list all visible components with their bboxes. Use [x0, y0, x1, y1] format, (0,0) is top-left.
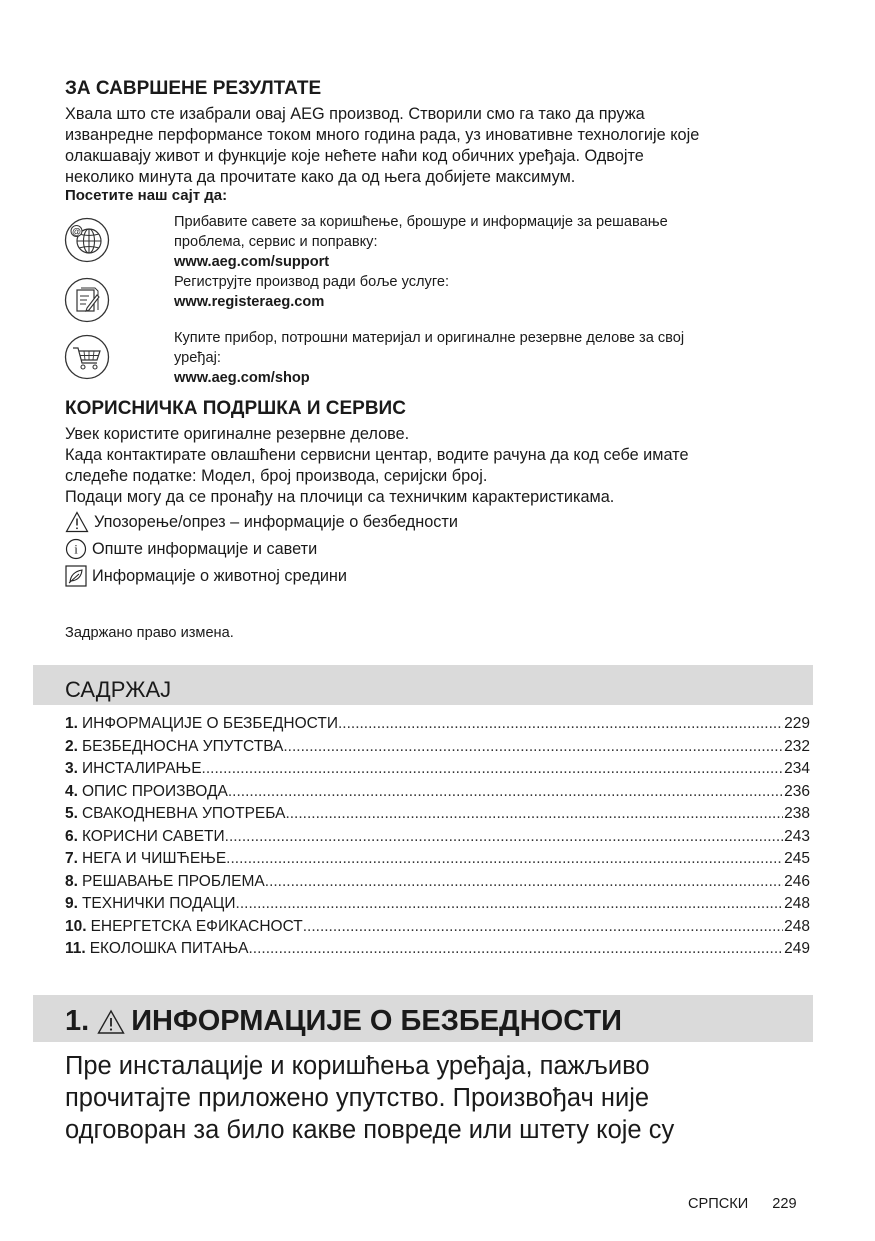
visit-site-label: Посетите наш сајт да:	[65, 187, 228, 204]
register-link[interactable]: www.registeraeg.com	[174, 294, 325, 310]
svg-text:@: @	[72, 226, 81, 237]
intro-line: изванредне перформансе током много година рада, уз иновативне технологије које	[65, 126, 700, 144]
chapter-intro-line: Пре инсталације и коришћења уређаја, пажљиво	[65, 1052, 650, 1080]
toc-item[interactable]: 10. ЕНЕРГЕТСКА ЕФИКАСНОСТ ..... 248	[65, 918, 810, 941]
chapter-number: 1.	[65, 1005, 90, 1037]
intro-line: Хвала што сте изабрали овај AEG производ. Створили смо га тако да пружа	[65, 105, 645, 123]
visit-item-text: Региструјте производ ради боље услуге:	[174, 274, 450, 290]
toc-item[interactable]: 3. ИНСТАЛИРАЊЕ ..... 234	[65, 760, 810, 783]
visit-item-text: Прибавите савете за коришћење, брошуре и информације за решавање	[174, 214, 668, 230]
chapter-title	[65, 1005, 622, 1038]
toc-item[interactable]: 5. СВАКОДНЕВНА УПОТРЕБА ..... 238	[65, 805, 810, 828]
shop-link[interactable]: www.aeg.com/shop	[174, 370, 310, 386]
toc-item[interactable]: 1. ИНФОРМАЦИЈЕ О БЕЗБЕДНОСТИ ..... 229	[65, 715, 810, 738]
toc-item[interactable]: 8. РЕШАВАЊЕ ПРОБЛЕМА ..... 246	[65, 873, 810, 896]
chapter-intro-line: прочитајте приложено упутство. Произвођач није	[65, 1084, 650, 1112]
intro-line: неколико минута да прочитате како да од њега добијете максимум.	[65, 168, 576, 186]
support-line: следеће податке: Модел, број производа, серијски број.	[65, 467, 488, 485]
visit-item-text: Купите прибор, потрошни материјал и оригиналне резервне делове за свој	[174, 330, 685, 346]
warning-triangle-icon	[65, 511, 89, 533]
chapter-intro-line: одговоран за било какве повреде или штету које су	[65, 1116, 675, 1144]
toc-item[interactable]: 2. БЕЗБЕДНОСНА УПУТСТВА ..... 232	[65, 738, 810, 761]
support-paragraph	[65, 424, 825, 508]
section-title-perfect-results: ЗА САВРШЕНЕ РЕЗУЛТАТЕ	[65, 78, 322, 99]
legend-text: Информације о животној средини	[92, 566, 348, 585]
register-document-icon	[64, 277, 110, 323]
legend-text: Упозорење/опрез – информације о безбедности	[94, 512, 458, 531]
warning-triangle-icon	[97, 1009, 125, 1035]
svg-text:i: i	[74, 541, 78, 557]
toc-item[interactable]: 7. НЕГА И ЧИШЋЕЊЕ ..... 245	[65, 850, 810, 873]
intro-line: олакшавају живот и функције које нећете наћи код обичних уређаја. Одвојте	[65, 147, 644, 165]
chapter-intro	[65, 1050, 825, 1146]
visit-item-text: проблема, сервис и поправку:	[174, 234, 378, 250]
toc-item[interactable]: 6. КОРИСНИ САВЕТИ ..... 243	[65, 828, 810, 851]
rights-reserved-note: Задржано право измена.	[65, 625, 234, 641]
toc-item[interactable]: 4. ОПИС ПРОИЗВОДА ..... 236	[65, 783, 810, 806]
globe-web-icon	[64, 217, 110, 263]
toc-item[interactable]: 11. ЕКОЛОШКА ПИТАЊА ..... 249	[65, 940, 810, 963]
legend-warning	[65, 511, 458, 533]
footer-page-number: 229	[772, 1196, 797, 1212]
visit-item-support	[174, 212, 794, 272]
legend-environment	[65, 565, 347, 587]
support-link[interactable]: www.aeg.com/support	[174, 254, 330, 270]
support-line: Када контактирате овлашћени сервисни центар, водите рачуна да код себе имате	[65, 446, 689, 464]
toc-title: САДРЖАЈ	[65, 677, 172, 702]
visit-item-text: уређај:	[174, 350, 221, 366]
info-circle-icon	[65, 538, 87, 560]
section-title-customer-support: КОРИСНИЧКА ПОДРШКА И СЕРВИС	[65, 398, 406, 419]
legend-info	[65, 538, 317, 560]
intro-paragraph	[65, 104, 825, 188]
shopping-cart-icon	[64, 334, 110, 380]
visit-item-shop	[174, 328, 794, 388]
support-line: Увек користите оригиналне резервне делове.	[65, 425, 410, 443]
footer-language: СРПСКИ	[688, 1196, 749, 1212]
table-of-contents	[65, 715, 810, 963]
support-line: Подаци могу да се пронађу на плочици са техничким карактеристикама.	[65, 488, 615, 506]
chapter-title-text: ИНФОРМАЦИЈЕ О БЕЗБЕДНОСТИ	[131, 1005, 622, 1037]
page-footer	[688, 1196, 797, 1212]
toc-item[interactable]: 9. ТЕХНИЧКИ ПОДАЦИ ..... 248	[65, 895, 810, 918]
visit-item-register	[174, 272, 794, 312]
legend-text: Опште информације и савети	[92, 539, 318, 558]
environment-leaf-icon	[65, 565, 87, 587]
